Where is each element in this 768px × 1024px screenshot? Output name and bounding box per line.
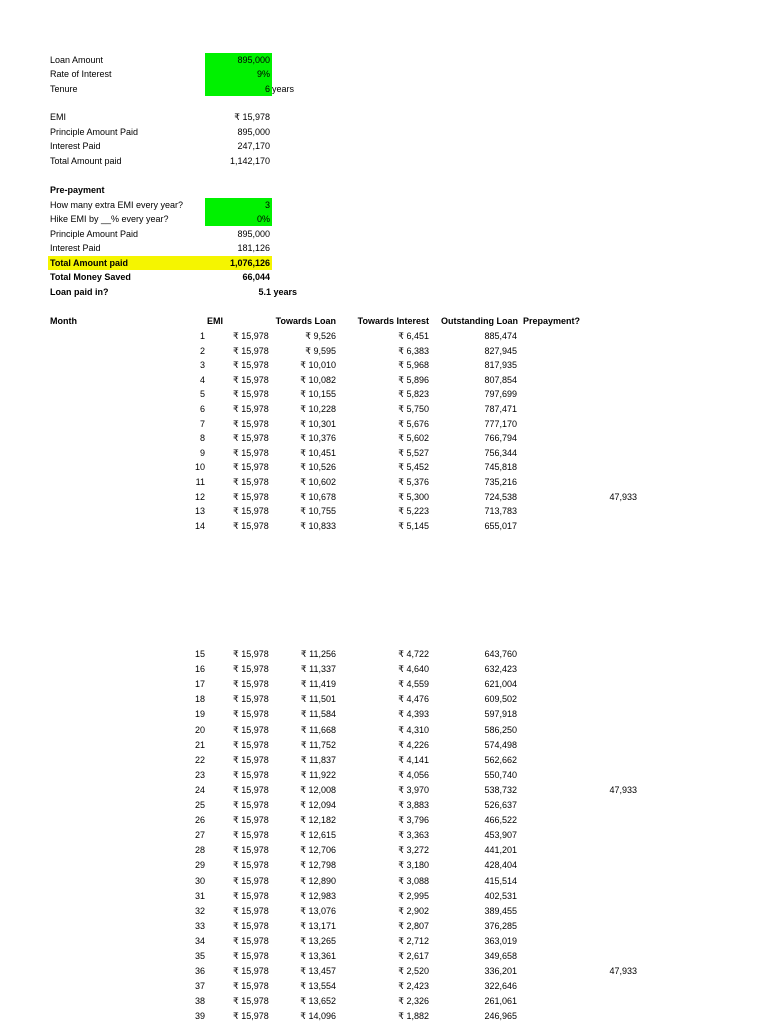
emi-cell: ₹ 15,978	[233, 360, 269, 371]
emi-cell: ₹ 15,978	[233, 769, 269, 780]
outstanding-loan-cell: 349,658	[484, 951, 517, 961]
table-row	[0, 874, 768, 889]
emi-cell: ₹ 15,978	[233, 996, 269, 1007]
emi-cell: ₹ 15,978	[233, 447, 269, 458]
towards-loan-cell: ₹ 11,668	[300, 724, 336, 735]
towards-interest-cell: ₹ 5,896	[398, 374, 429, 385]
table-row	[0, 768, 768, 783]
towards-interest-cell: ₹ 4,393	[398, 709, 429, 720]
towards-interest-cell: ₹ 5,300	[398, 491, 429, 502]
table-row	[0, 723, 768, 738]
prepayment-cell: 47,933	[609, 784, 637, 795]
towards-interest-cell: ₹ 6,383	[398, 345, 429, 356]
towards-interest-cell: ₹ 5,145	[398, 520, 429, 531]
towards-loan-cell: ₹ 10,755	[300, 506, 336, 517]
table-row	[0, 904, 768, 919]
month-cell: 9	[199, 447, 205, 458]
extra-emi-input[interactable]: 3	[264, 200, 270, 210]
col-header-emi: EMI	[207, 316, 224, 326]
towards-interest-cell: ₹ 5,527	[398, 447, 429, 458]
outstanding-loan-cell: 402,531	[484, 890, 517, 901]
outstanding-loan-cell: 574,498	[484, 739, 517, 750]
emi-cell: ₹ 15,978	[233, 694, 269, 705]
emi-label: EMI	[50, 112, 67, 122]
outstanding-loan-cell: 807,854	[484, 374, 517, 385]
towards-interest-cell: ₹ 4,722	[398, 649, 429, 659]
towards-interest-cell: ₹ 2,995	[398, 890, 429, 901]
towards-loan-cell: ₹ 13,265	[300, 935, 336, 946]
towards-loan-cell: ₹ 10,451	[300, 447, 336, 458]
table-row	[0, 858, 768, 873]
towards-loan-cell: ₹ 13,652	[300, 996, 336, 1007]
table-row	[0, 919, 768, 934]
towards-loan-cell: ₹ 10,301	[300, 418, 336, 429]
month-cell: 32	[194, 905, 205, 916]
emi-cell: ₹ 15,978	[233, 890, 269, 901]
emi-cell: ₹ 15,978	[233, 649, 269, 659]
month-cell: 22	[194, 754, 205, 765]
outstanding-loan-cell: 550,740	[484, 769, 517, 780]
outstanding-loan-cell: 538,732	[484, 784, 517, 795]
rate-input[interactable]: 9%	[256, 69, 270, 79]
table-row	[0, 949, 768, 964]
towards-interest-cell: ₹ 5,452	[398, 462, 429, 473]
table-row	[0, 964, 768, 979]
emi-cell: ₹ 15,978	[233, 345, 269, 356]
month-cell: 8	[199, 433, 205, 444]
towards-interest-cell: ₹ 5,750	[398, 404, 429, 414]
towards-interest-cell: ₹ 3,088	[398, 875, 429, 886]
table-row	[0, 431, 768, 446]
towards-loan-cell: ₹ 11,419	[300, 679, 336, 690]
month-cell: 24	[194, 784, 205, 795]
towards-interest-cell: ₹ 4,141	[398, 754, 429, 765]
month-cell: 38	[194, 996, 205, 1007]
towards-interest-cell: ₹ 2,712	[398, 935, 429, 946]
rate-label: Rate of Interest	[50, 69, 112, 79]
towards-loan-cell: ₹ 10,602	[300, 477, 336, 487]
towards-interest-cell: ₹ 4,559	[398, 679, 429, 690]
table-row	[0, 783, 768, 798]
towards-loan-cell: ₹ 10,833	[300, 520, 336, 531]
emi-cell: ₹ 15,978	[233, 1011, 269, 1022]
outstanding-loan-cell: 756,344	[484, 447, 517, 458]
towards-loan-cell: ₹ 12,983	[300, 890, 336, 901]
month-cell: 36	[194, 966, 205, 977]
towards-loan-cell: ₹ 12,008	[300, 784, 336, 795]
outstanding-loan-cell: 363,019	[484, 935, 517, 946]
outstanding-loan-cell: 415,514	[484, 875, 517, 886]
outstanding-loan-cell: 766,794	[484, 433, 517, 444]
total-paid-label: Total Amount paid	[50, 156, 122, 166]
outstanding-loan-cell: 713,783	[484, 506, 517, 517]
table-row	[0, 843, 768, 858]
towards-loan-cell: ₹ 12,890	[300, 875, 336, 886]
towards-loan-cell: ₹ 11,922	[300, 769, 336, 780]
towards-loan-cell: ₹ 13,554	[300, 981, 336, 992]
emi-cell: ₹ 15,978	[233, 462, 269, 473]
month-cell: 20	[194, 724, 205, 735]
month-cell: 6	[199, 404, 205, 414]
emi-cell: ₹ 15,978	[233, 951, 269, 961]
hike-emi-input[interactable]: 0%	[256, 214, 270, 224]
month-cell: 21	[194, 739, 205, 750]
emi-cell: ₹ 15,978	[233, 739, 269, 750]
towards-loan-cell: ₹ 10,082	[300, 374, 336, 385]
towards-loan-cell: ₹ 11,752	[300, 739, 336, 750]
table-row	[0, 979, 768, 994]
month-cell: 39	[194, 1011, 205, 1022]
table-row	[0, 662, 768, 677]
month-cell: 15	[194, 649, 205, 659]
money-saved-value: 66,044	[242, 272, 270, 282]
month-cell: 33	[194, 920, 205, 931]
month-cell: 37	[194, 981, 205, 992]
emi-cell: ₹ 15,978	[233, 679, 269, 690]
towards-interest-cell: ₹ 5,602	[398, 433, 429, 444]
total-paid-value: 1,142,170	[229, 156, 270, 166]
emi-cell: ₹ 15,978	[233, 404, 269, 414]
month-cell: 23	[194, 769, 205, 780]
emi-cell: ₹ 15,978	[233, 433, 269, 444]
col-header-prepayment: Prepayment?	[523, 316, 581, 326]
towards-interest-cell: ₹ 3,272	[398, 845, 429, 856]
outstanding-loan-cell: 787,471	[484, 404, 517, 414]
towards-interest-cell: ₹ 5,676	[398, 418, 429, 429]
towards-interest-cell: ₹ 5,823	[398, 389, 429, 400]
loan-paid-in-label: Loan paid in?	[50, 287, 109, 297]
outstanding-loan-cell: 655,017	[484, 520, 517, 531]
emi-cell: ₹ 15,978	[233, 860, 269, 871]
towards-interest-cell: ₹ 3,180	[398, 860, 429, 871]
emi-cell: ₹ 15,978	[233, 875, 269, 886]
emi-value: ₹ 15,978	[234, 112, 270, 122]
towards-loan-cell: ₹ 10,526	[300, 462, 336, 473]
table-row	[0, 647, 768, 662]
emi-cell: ₹ 15,978	[233, 800, 269, 810]
month-cell: 27	[194, 830, 205, 841]
month-cell: 29	[194, 860, 205, 871]
towards-loan-cell: ₹ 11,837	[300, 754, 336, 765]
table-row	[0, 460, 768, 475]
towards-loan-cell: ₹ 9,526	[305, 331, 336, 341]
towards-loan-cell: ₹ 12,706	[300, 845, 336, 856]
emi-cell: ₹ 15,978	[233, 935, 269, 946]
outstanding-loan-cell: 526,637	[484, 800, 517, 810]
outstanding-loan-cell: 827,945	[484, 345, 517, 356]
money-saved-label: Total Money Saved	[50, 272, 131, 282]
col-header-month: Month	[50, 316, 77, 326]
towards-interest-cell: ₹ 2,520	[398, 966, 429, 977]
table-row	[0, 504, 768, 519]
table-row	[0, 934, 768, 949]
towards-interest-cell: ₹ 5,968	[398, 360, 429, 371]
outstanding-loan-cell: 724,538	[484, 491, 517, 502]
outstanding-loan-cell: 735,216	[484, 477, 517, 487]
principal-paid-value: 895,000	[237, 127, 270, 137]
month-cell: 11	[195, 477, 205, 487]
towards-loan-cell: ₹ 10,228	[300, 404, 336, 414]
towards-interest-cell: ₹ 6,451	[398, 331, 429, 341]
emi-cell: ₹ 15,978	[233, 491, 269, 502]
outstanding-loan-cell: 336,201	[484, 966, 517, 977]
extra-emi-label: How many extra EMI every year?	[50, 200, 184, 210]
table-row	[0, 519, 768, 534]
month-cell: 17	[194, 679, 205, 690]
towards-loan-cell: ₹ 13,457	[300, 966, 336, 977]
principal-paid-label: Principle Amount Paid	[50, 127, 139, 137]
towards-interest-cell: ₹ 4,640	[398, 664, 429, 675]
prepayment-heading: Pre-payment	[50, 185, 105, 195]
towards-interest-cell: ₹ 5,223	[398, 506, 429, 517]
emi-cell: ₹ 15,978	[233, 754, 269, 765]
table-row	[0, 677, 768, 692]
month-cell: 2	[199, 345, 205, 356]
towards-loan-cell: ₹ 12,615	[300, 830, 336, 841]
towards-loan-cell: ₹ 10,678	[300, 491, 336, 502]
outstanding-loan-cell: 597,918	[484, 709, 517, 720]
month-cell: 7	[199, 418, 205, 429]
table-row	[0, 373, 768, 388]
table-row	[0, 828, 768, 843]
prepay-interest-value: 181,126	[237, 243, 270, 253]
col-header-outstanding: Outstanding Loan	[441, 316, 518, 326]
month-cell: 28	[194, 845, 205, 856]
table-row	[0, 738, 768, 753]
interest-paid-label: Interest Paid	[50, 141, 101, 151]
col-header-towards-interest: Towards Interest	[357, 316, 429, 326]
outstanding-loan-cell: 441,201	[484, 845, 517, 856]
towards-loan-cell: ₹ 13,076	[300, 905, 336, 916]
towards-interest-cell: ₹ 4,310	[398, 724, 429, 735]
loan-amount-input[interactable]: 895,000	[237, 55, 270, 65]
table-row	[0, 490, 768, 505]
outstanding-loan-cell: 246,965	[484, 1011, 517, 1022]
loan-paid-in-value: 5.1 years	[258, 287, 297, 297]
table-row	[0, 813, 768, 828]
outstanding-loan-cell: 562,662	[484, 754, 517, 765]
outstanding-loan-cell: 261,061	[484, 996, 517, 1007]
emi-cell: ₹ 15,978	[233, 389, 269, 400]
table-row	[0, 344, 768, 359]
towards-interest-cell: ₹ 4,476	[398, 694, 429, 705]
emi-cell: ₹ 15,978	[233, 845, 269, 856]
month-cell: 34	[194, 935, 205, 946]
towards-loan-cell: ₹ 11,584	[300, 709, 336, 720]
month-cell: 26	[194, 815, 205, 826]
prepay-total-label: Total Amount paid	[50, 258, 128, 268]
table-row	[0, 753, 768, 768]
towards-loan-cell: ₹ 12,798	[300, 860, 336, 871]
outstanding-loan-cell: 466,522	[484, 815, 517, 826]
towards-interest-cell: ₹ 5,376	[398, 477, 429, 487]
month-cell: 35	[194, 951, 205, 961]
towards-interest-cell: ₹ 3,796	[398, 815, 429, 826]
table-row	[0, 446, 768, 461]
table-row	[0, 889, 768, 904]
table-row	[0, 707, 768, 722]
prepay-total-value: 1,076,126	[229, 258, 270, 268]
towards-loan-cell: ₹ 10,376	[300, 433, 336, 444]
towards-interest-cell: ₹ 2,807	[398, 920, 429, 931]
outstanding-loan-cell: 322,646	[484, 981, 517, 992]
towards-interest-cell: ₹ 2,326	[398, 996, 429, 1007]
outstanding-loan-cell: 632,423	[484, 664, 517, 675]
col-header-towards-loan: Towards Loan	[275, 316, 336, 326]
interest-paid-value: 247,170	[237, 141, 270, 151]
tenure-label: Tenure	[50, 84, 78, 94]
outstanding-loan-cell: 797,699	[484, 389, 517, 400]
towards-loan-cell: ₹ 12,182	[300, 815, 336, 826]
outstanding-loan-cell: 376,285	[484, 920, 517, 931]
month-cell: 13	[194, 506, 205, 517]
outstanding-loan-cell: 745,818	[484, 462, 517, 473]
prepayment-cell: 47,933	[609, 491, 637, 502]
emi-cell: ₹ 15,978	[233, 966, 269, 977]
emi-cell: ₹ 15,978	[233, 418, 269, 429]
month-cell: 5	[199, 389, 205, 400]
emi-cell: ₹ 15,978	[233, 981, 269, 992]
towards-loan-cell: ₹ 11,256	[300, 649, 336, 659]
outstanding-loan-cell: 428,404	[484, 860, 517, 871]
emi-cell: ₹ 15,978	[233, 905, 269, 916]
emi-cell: ₹ 15,978	[233, 784, 269, 795]
tenure-input[interactable]: 6	[264, 84, 270, 94]
table-row	[0, 692, 768, 707]
month-cell: 12	[194, 491, 205, 502]
outstanding-loan-cell: 643,760	[484, 649, 517, 659]
towards-loan-cell: ₹ 9,595	[305, 345, 336, 356]
towards-loan-cell: ₹ 10,155	[300, 389, 336, 400]
month-cell: 16	[194, 664, 205, 675]
table-row	[0, 358, 768, 373]
towards-loan-cell: ₹ 12,094	[300, 800, 336, 810]
emi-cell: ₹ 15,978	[233, 374, 269, 385]
prepay-principal-label: Principle Amount Paid	[50, 229, 139, 239]
emi-cell: ₹ 15,978	[233, 506, 269, 517]
towards-interest-cell: ₹ 1,882	[398, 1011, 429, 1022]
outstanding-loan-cell: 817,935	[484, 360, 517, 371]
month-cell: 4	[199, 374, 205, 385]
outstanding-loan-cell: 453,907	[484, 830, 517, 841]
month-cell: 3	[199, 360, 205, 371]
emi-cell: ₹ 15,978	[233, 830, 269, 841]
outstanding-loan-cell: 885,474	[484, 331, 517, 341]
outstanding-loan-cell: 621,004	[484, 679, 517, 690]
towards-loan-cell: ₹ 14,096	[300, 1011, 336, 1022]
table-row	[0, 475, 768, 490]
emi-cell: ₹ 15,978	[233, 815, 269, 826]
towards-loan-cell: ₹ 11,337	[300, 664, 336, 675]
emi-cell: ₹ 15,978	[233, 520, 269, 531]
towards-interest-cell: ₹ 3,970	[398, 784, 429, 795]
loan-amount-label: Loan Amount	[50, 55, 104, 65]
prepayment-cell: 47,933	[609, 966, 637, 977]
month-cell: 25	[194, 800, 205, 810]
table-row	[0, 417, 768, 432]
month-cell: 31	[194, 890, 205, 901]
prepay-interest-label: Interest Paid	[50, 243, 101, 253]
towards-loan-cell: ₹ 13,361	[300, 951, 336, 961]
towards-interest-cell: ₹ 2,902	[398, 905, 429, 916]
emi-cell: ₹ 15,978	[233, 477, 269, 487]
emi-cell: ₹ 15,978	[233, 709, 269, 720]
table-row	[0, 329, 768, 344]
towards-loan-cell: ₹ 13,171	[300, 920, 336, 931]
tenure-unit: years	[272, 84, 295, 94]
month-cell: 14	[194, 520, 205, 531]
outstanding-loan-cell: 609,502	[484, 694, 517, 705]
table-row	[0, 1009, 768, 1024]
emi-cell: ₹ 15,978	[233, 920, 269, 931]
towards-interest-cell: ₹ 3,363	[398, 830, 429, 841]
table-row	[0, 994, 768, 1009]
table-row	[0, 798, 768, 813]
towards-interest-cell: ₹ 2,617	[398, 951, 429, 961]
outstanding-loan-cell: 777,170	[484, 418, 517, 429]
hike-emi-label: Hike EMI by __% every year?	[50, 214, 169, 224]
towards-interest-cell: ₹ 4,056	[398, 769, 429, 780]
table-row	[0, 387, 768, 402]
month-cell: 19	[194, 709, 205, 720]
emi-cell: ₹ 15,978	[233, 331, 269, 341]
towards-interest-cell: ₹ 2,423	[398, 981, 429, 992]
towards-loan-cell: ₹ 11,501	[300, 694, 336, 705]
outstanding-loan-cell: 586,250	[484, 724, 517, 735]
month-cell: 18	[194, 694, 205, 705]
towards-interest-cell: ₹ 3,883	[398, 800, 429, 810]
prepay-principal-value: 895,000	[237, 229, 270, 239]
table-row	[0, 402, 768, 417]
outstanding-loan-cell: 389,455	[484, 905, 517, 916]
towards-interest-cell: ₹ 4,226	[398, 739, 429, 750]
month-cell: 30	[194, 875, 205, 886]
emi-cell: ₹ 15,978	[233, 664, 269, 675]
month-cell: 10	[194, 462, 205, 473]
towards-loan-cell: ₹ 10,010	[300, 360, 336, 371]
emi-cell: ₹ 15,978	[233, 724, 269, 735]
month-cell: 1	[199, 331, 205, 341]
